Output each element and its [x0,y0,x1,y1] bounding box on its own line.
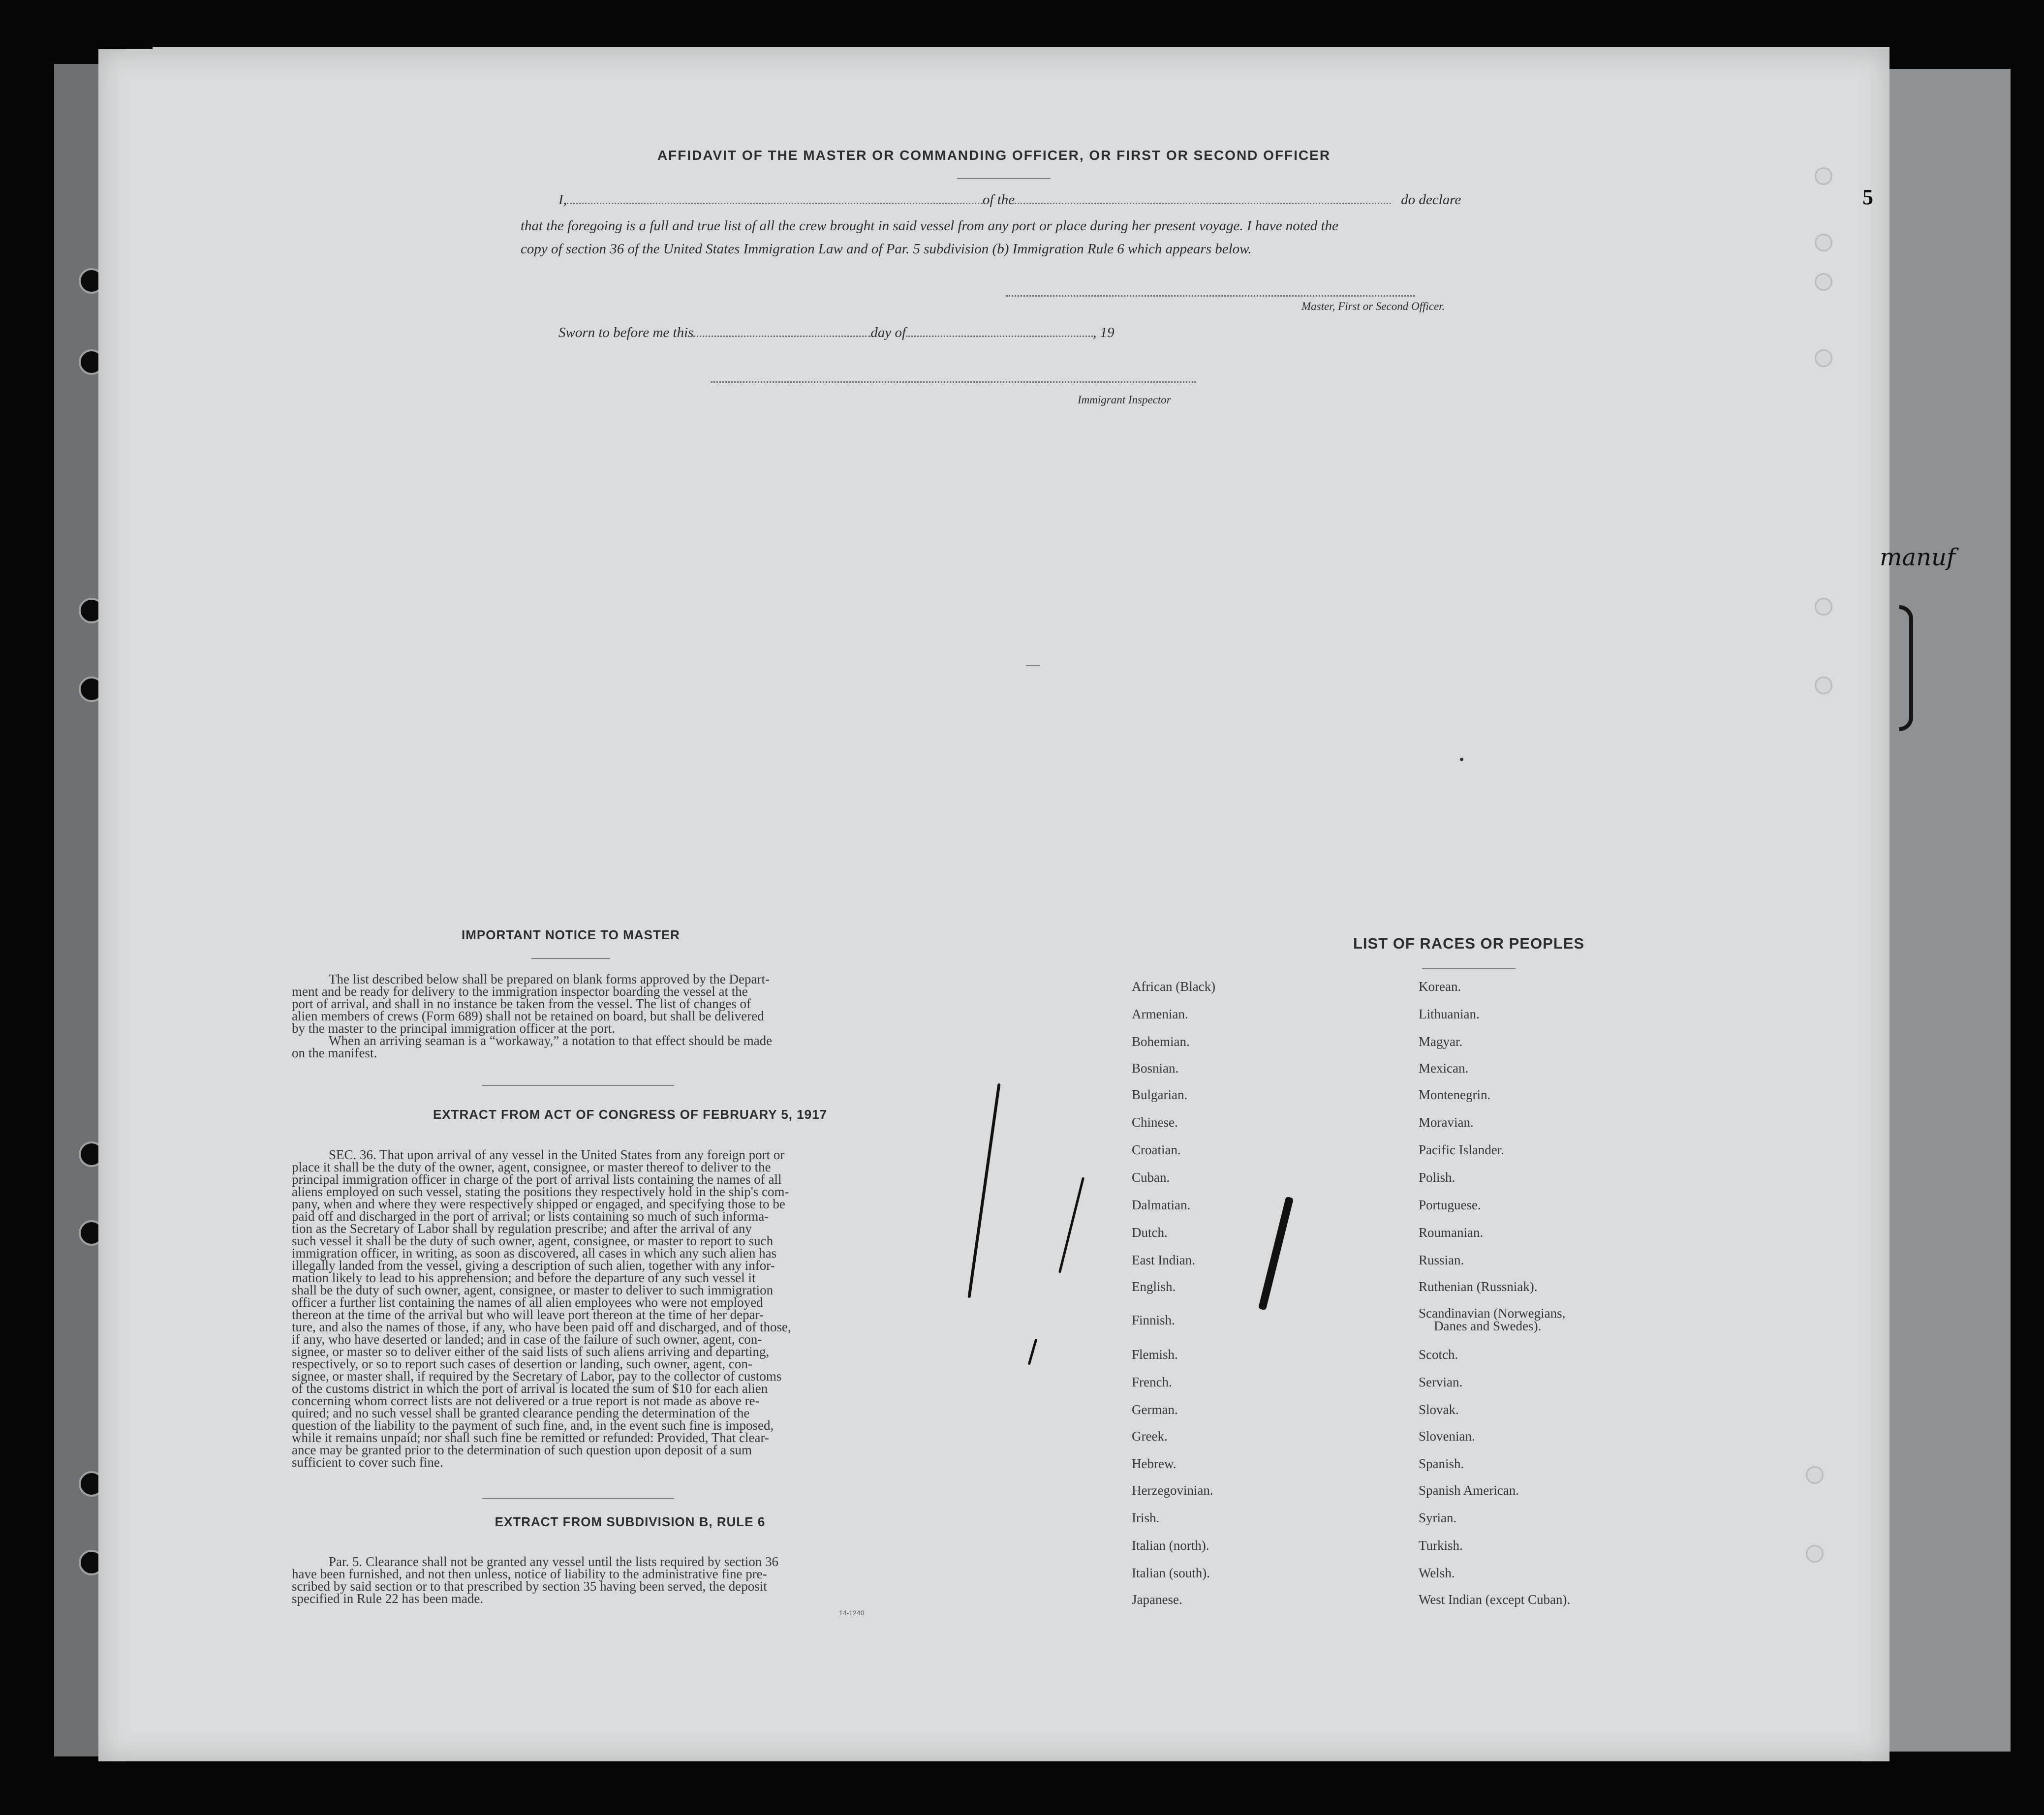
vessel-name-field[interactable] [1015,203,1391,204]
punch-mark [1815,234,1832,251]
act-line: question of the liability to the payment of such fine, and, in the event such fine is imposed, [292,1418,774,1433]
act-line: place it shall be the duty of the owner, agent, consignee, or master thereof to deliver to the [292,1160,771,1174]
race-item: Russian. [1419,1253,1464,1267]
race-item: Dalmatian. [1132,1198,1191,1212]
inspector-caption: Immigrant Inspector [1078,394,1171,406]
race-item: Servian. [1419,1375,1463,1389]
notice-line: on the manifest. [292,1046,377,1060]
notice-line: ment and be ready for delivery to the immigration inspector boarding the vessel at the [292,984,748,999]
act-line: SEC. 36. That upon arrival of any vessel in the United States from any foreign port or [329,1147,785,1162]
race-item: Japanese. [1132,1592,1182,1607]
race-item: Finnish. [1132,1313,1175,1327]
races-title: LIST OF RACES OR PEOPLES [1353,935,1585,952]
act-line: signee, or master shall, if required by the Secretary of Labor, pay to the collector of customs [292,1369,782,1384]
race-item: Ruthenian (Russniak). [1419,1279,1538,1294]
rule-line: scribed by said section or to that prescribed by section 35 having been served, the deposit [292,1579,767,1594]
race-item: Greek. [1132,1429,1168,1444]
punch-mark [1806,1545,1824,1563]
pencil-stroke [1028,1338,1038,1365]
master-signature-field[interactable] [1006,295,1415,297]
act-line: ture, and also the names of those, if any, who have been paid off and discharged, and of those, [292,1320,791,1334]
race-item: Korean. [1419,979,1461,994]
do-declare-label: do declare [1401,192,1461,208]
race-item: East Indian. [1132,1253,1195,1267]
act-line: respectively, or so to report such cases of desertion or landing, such owner, agent, con- [292,1356,752,1371]
act-line: sufficient to cover such fine. [292,1455,443,1470]
blank-mark [1026,665,1040,666]
race-item: Cuban. [1132,1170,1170,1185]
race-item: Montenegrin. [1419,1087,1491,1102]
declaration-line-3: copy of section 36 of the United States Immigration Law and of Par. 5 subdivision (b) Immigration Rule 6 which appears below. [521,241,1252,257]
punch-mark [1815,349,1832,367]
notice-title: IMPORTANT NOTICE TO MASTER [462,927,680,942]
race-item: Flemish. [1132,1347,1178,1362]
race-item: English. [1132,1279,1176,1294]
race-item: Herzegovinian. [1132,1483,1213,1498]
of-the-label: of the [982,192,1015,208]
punch-mark [1815,273,1832,291]
pencil-stroke [1258,1197,1294,1311]
act-line: paid off and discharged in the port of arrival; or lists containing so much of such informa- [292,1209,769,1224]
act-line: of the customs district in which the port of arrival is located the sum of $10 for each alien [292,1381,768,1396]
rule-line: have been furnished, and not then unless, notice of liability to the administrative fine pre- [292,1567,767,1581]
act-line: pany, when and where they were respectively shipped or engaged, and specifying those to be [292,1197,785,1211]
race-item: Bulgarian. [1132,1087,1188,1102]
race-item: Welsh. [1419,1566,1455,1580]
race-item: Scotch. [1419,1347,1458,1362]
act-line: concerning whom correct lists are not delivered or a true report is not made as above re- [292,1393,760,1408]
rule-extract-body [292,1556,968,1605]
race-item: Lithuanian. [1419,1007,1480,1021]
divider [1422,968,1516,969]
affidavit-title: AFFIDAVIT OF THE MASTER OR COMMANDING OFFICER, OR FIRST OR SECOND OFFICER [657,148,1331,163]
act-line: if any, who have deserted or landed; and in case of the failure of such owner, agent, con- [292,1332,762,1347]
divider [531,958,610,959]
divider [482,1085,674,1086]
act-line: illegally landed from the vessel, giving a description of such alien, together with any infor- [292,1258,775,1273]
race-item: Syrian. [1419,1510,1457,1525]
race-item: Spanish American. [1419,1483,1519,1498]
act-extract-title: EXTRACT FROM ACT OF CONGRESS OF FEBRUARY 5, 1917 [433,1107,828,1122]
speck [1460,758,1463,761]
race-item: Magyar. [1419,1034,1463,1049]
inspector-signature-field[interactable] [711,381,1196,383]
notice-line: port of arrival, and shall in no instance be taken from the vessel. The list of changes of [292,996,751,1011]
race-item: Italian (south). [1132,1566,1210,1580]
notice-line: by the master to the principal immigration officer at the port. [292,1021,616,1036]
act-line: immigration officer, in writing, as soon as discovered, all cases in which any such alien has [292,1246,777,1261]
divider [482,1498,674,1499]
act-line: officer a further list containing the names of all alien employees who were not employed [292,1295,763,1310]
declaration-line-2: that the foregoing is a full and true list of all the crew brought in said vessel from any port or place during her present voyage. I have noted the [521,218,1338,234]
race-item: Scandinavian (Norwegians, [1419,1306,1566,1321]
sworn-day-field[interactable] [693,336,870,337]
divider [957,178,1051,179]
punch-mark [1806,1466,1824,1484]
form-code: 14-1240 [839,1609,865,1617]
act-line: quired; and no such vessel shall be granted clearance pending the determination of the [292,1406,750,1420]
year-prefix: , 19 [1093,325,1115,340]
sworn-line [558,325,1115,341]
race-item: German. [1132,1402,1178,1417]
rule-line: Par. 5. Clearance shall not be granted any vessel until the lists required by section 36 [329,1554,779,1569]
punch-mark [1815,167,1832,185]
race-item: African (Black) [1132,979,1216,994]
race-item: Hebrew. [1132,1456,1177,1471]
race-item: Italian (north). [1132,1538,1209,1553]
act-line: signee, or master so to deliver either of the said lists of such aliens arriving and departing, [292,1344,770,1359]
race-item: French. [1132,1375,1172,1389]
race-item: Polish. [1419,1170,1456,1185]
notice-paragraph [292,973,968,1059]
race-item: Bosnian. [1132,1061,1179,1076]
race-item: Armenian. [1132,1007,1188,1021]
race-item: Moravian. [1419,1115,1474,1130]
officer-name-field[interactable] [567,203,983,204]
race-item: Portuguese. [1419,1198,1481,1212]
race-item: Spanish. [1419,1456,1464,1471]
pencil-stroke [967,1083,1000,1298]
act-line: while it remains unpaid; nor shall such fine be remitted or refunded: Provided, That clear- [292,1430,769,1445]
race-item: Roumanian. [1419,1225,1484,1240]
punch-mark [1815,598,1832,615]
notice-line: When an arriving seaman is a “workaway,” a notation to that effect should be made [329,1033,773,1048]
margin-handwriting: manuf [1880,544,1955,571]
race-item: Irish. [1132,1510,1160,1525]
day-of-label: day of [870,325,906,340]
act-line: mation likely to lead to his apprehension; and before the departure of any such vessel it [292,1270,756,1285]
race-item: Dutch. [1132,1225,1168,1240]
notice-line: The list described below shall be prepared on blank forms approved by the Depart- [329,972,770,986]
race-item: Chinese. [1132,1115,1178,1130]
act-line: thereon at the time of the arrival but who will leave port thereon at the time of her depar- [292,1307,764,1322]
pencil-stroke [1058,1177,1084,1273]
race-item: West Indian (except Cuban). [1419,1592,1571,1607]
edge-number: 5 [1862,185,1873,209]
act-line: such vessel it shall be the duty of such owner, agent, consignee, or master to report to such [292,1233,774,1248]
race-item-continuation: Danes and Swedes). [1434,1319,1542,1333]
race-item: Pacific Islander. [1419,1142,1504,1157]
race-item: Slovak. [1419,1402,1459,1417]
race-item: Turkish. [1419,1538,1463,1553]
sworn-month-field[interactable] [906,336,1093,337]
race-item: Slovenian. [1419,1429,1475,1444]
signature-caption: Master, First or Second Officer. [1301,300,1445,312]
act-extract-body [292,1149,968,1469]
manifest-page [98,49,1889,1761]
rule-line: specified in Rule 22 has been made. [292,1591,484,1606]
act-line: ance may be granted prior to the determination of such question upon deposit of a sum [292,1443,752,1457]
handwritten-bracket [1899,605,1913,731]
i-label: I, [558,192,567,208]
act-line: tion as the Secretary of Labor shall by regulation prescribe; and after the arrival of any [292,1221,752,1236]
act-line: aliens employed on such vessel, stating the positions they respectively hold in the ship's com- [292,1184,789,1199]
sworn-label: Sworn to before me this [558,325,694,340]
rule-extract-title: EXTRACT FROM SUBDIVISION B, RULE 6 [495,1514,766,1529]
race-item: Bohemian. [1132,1034,1190,1049]
notice-line: alien members of crews (Form 689) shall not be retained on board, but shall be delivered [292,1009,764,1023]
act-line: principal immigration officer in charge of the port of arrival lists containing the names of all [292,1172,782,1187]
act-line: shall be the duty of such owner, agent, consignee, or master to deliver to such immigration [292,1283,774,1297]
punch-mark [1815,677,1832,694]
race-item: Croatian. [1132,1142,1181,1157]
declaration-line-1 [558,192,1461,208]
race-item: Mexican. [1419,1061,1469,1076]
